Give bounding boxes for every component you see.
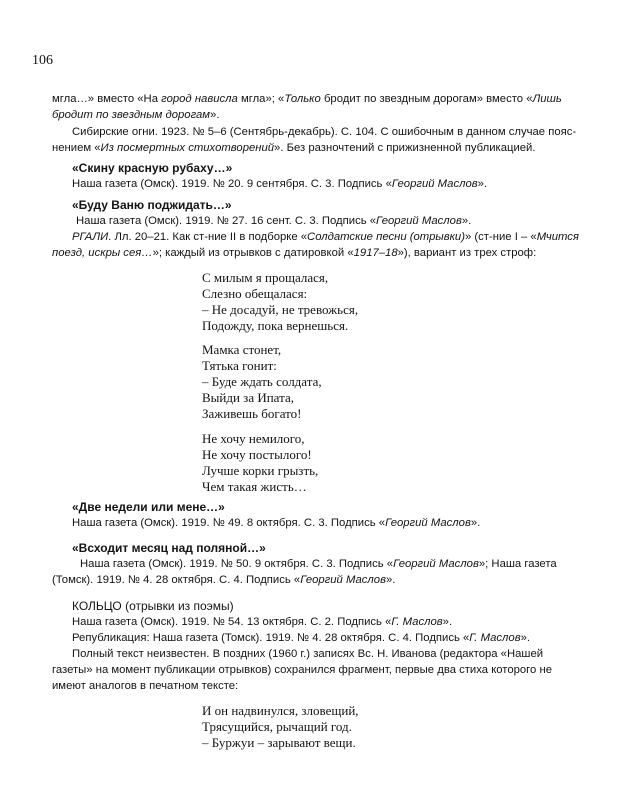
text-line: Сибирские огни. 1923. № 5–6 (Сентябрь-декабрь). С. 104. С ошибочным в данном случае пояс- — [72, 126, 577, 138]
text-line: Наша газета (Омск). 1919. № 49. 8 октября. С. 3. Подпись «Георгий Маслов». — [72, 517, 481, 529]
text-line: поезд, искры сея…»; каждый из отрывков с датировкой «1917–18»), вариант из трех строф: — [52, 247, 537, 259]
verse-line: Выйди за Ипата, — [202, 390, 294, 405]
verse-line: Лучше корки грызть, — [202, 463, 319, 478]
text-line: РГАЛИ. Лл. 20–21. Как ст-ние II в подборке «Солдатские песни (отрывки)» (ст-ние I – «Мчится — [72, 231, 579, 243]
text-line: (Томск). 1919. № 4. 28 октября. С. 4. Подпись «Георгий Маслов». — [52, 574, 396, 586]
text-line: Наша газета (Омск). 1919. № 27. 16 сент. С. 3. Подпись «Георгий Маслов». — [76, 215, 472, 227]
page-number: 106 — [32, 53, 53, 68]
verse-line: – Буржуи – зарывают вещи. — [202, 735, 356, 750]
text-line: имеют аналогов в печатном тексте: — [52, 680, 239, 692]
text-line: Полный текст неизвестен. В поздних (1960 г.) записях Вс. Н. Иванова (редактора «Нашей — [72, 648, 544, 660]
verse-line: Заживешь богато! — [202, 406, 302, 421]
section-heading: «Буду Ваню поджидать…» — [72, 198, 232, 212]
text-line: Наша газета (Омск). 1919. № 20. 9 сентября. С. 3. Подпись «Георгий Маслов». — [72, 178, 488, 190]
verse-line: – Буде ждать солдата, — [202, 374, 322, 389]
section-heading: «Всходит месяц над поляной…» — [72, 541, 266, 555]
verse-line: И он надвинулся, зловещий, — [202, 703, 359, 718]
verse-line: Слезно обещалася: — [202, 286, 308, 301]
verse-line: Подожду, пока вернешься. — [202, 318, 349, 333]
text-line: Наша газета (Омск). 1919. № 50. 9 октября. С. 3. Подпись «Георгий Маслов»; Наша газета — [80, 558, 557, 570]
verse-line: Не хочу постылого! — [202, 447, 312, 462]
text-line: Републикация: Наша газета (Томск). 1919. № 4. 28 октября. С. 4. Подпись «Г. Маслов». — [72, 632, 531, 644]
verse-line: С милым я прощалася, — [202, 270, 329, 285]
verse-line: Тятька гонит: — [202, 358, 277, 373]
text-line: нением «Из посмертных стихотворений». Без разночтений с прижизненной публикацией. — [52, 142, 536, 154]
text-line: газеты» на момент публикации отрывков) сохранился фрагмент, первые два стиха которого не — [52, 664, 553, 676]
section-heading: КОЛЬЦО (отрывки из поэмы) — [72, 599, 234, 613]
section-heading: «Две недели или мене…» — [72, 500, 225, 514]
text-line: бродит по звездным дорогам». — [52, 109, 220, 121]
verse-line: Не хочу немилого, — [202, 431, 305, 446]
verse-line: Трясущийся, рычащий год. — [202, 719, 352, 734]
verse-line: Мамка стонет, — [202, 342, 282, 357]
verse-line: – Не досадуй, не тревожься, — [202, 302, 359, 317]
text-line: Наша газета (Омск). 1919. № 54. 13 октября. С. 2. Подпись «Г. Маслов». — [72, 616, 453, 628]
verse-line: Чем такая жисть… — [202, 479, 307, 494]
text-line: мгла…» вместо «На город нависла мгла»; «Только бродит по звездным дорогам» вместо «Лишь — [52, 93, 562, 105]
section-heading: «Скину красную рубаху…» — [72, 161, 233, 175]
